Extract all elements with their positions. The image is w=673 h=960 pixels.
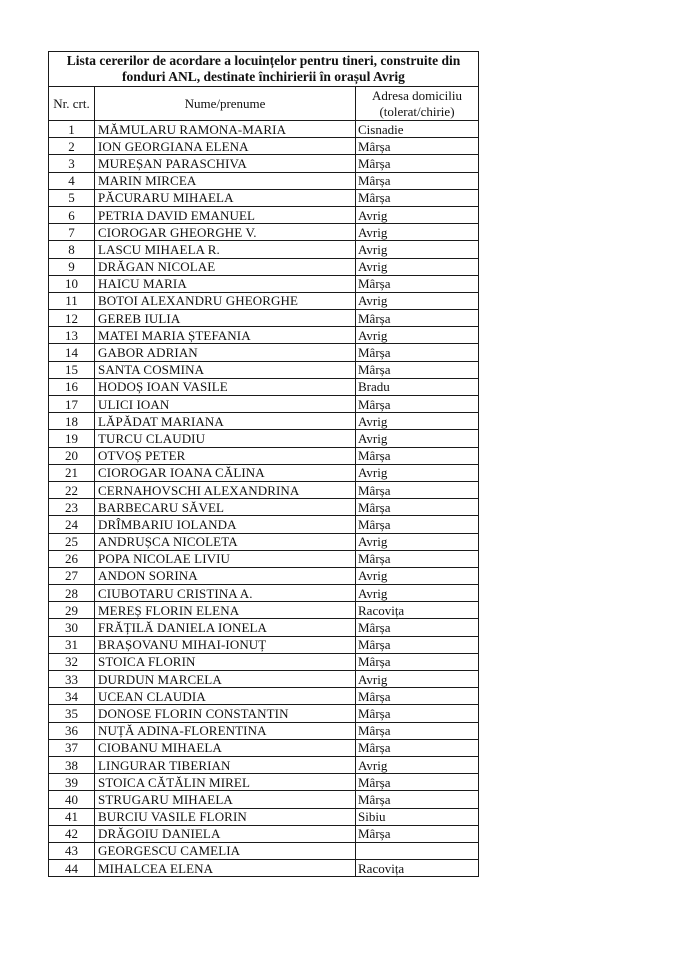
row-number: 15 (49, 361, 95, 378)
row-name: MUREȘAN PARASCHIVA (95, 155, 356, 172)
row-name: CIOBANU MIHAELA (95, 739, 356, 756)
table-row (49, 172, 479, 189)
table-row (49, 275, 479, 292)
row-number: 29 (49, 602, 95, 619)
row-number: 35 (49, 705, 95, 722)
row-number: 26 (49, 550, 95, 567)
row-address: Mârșa (356, 172, 479, 189)
row-address: Mârșa (356, 739, 479, 756)
row-name: GABOR ADRIAN (95, 344, 356, 361)
header-address (356, 87, 479, 121)
row-name: CIOROGAR IOANA CĂLINA (95, 464, 356, 481)
table-row (49, 224, 479, 241)
row-number: 22 (49, 481, 95, 498)
table-row (49, 344, 479, 361)
row-name: STRUGARU MIHAELA (95, 791, 356, 808)
row-number: 13 (49, 327, 95, 344)
row-name: BURCIU VASILE FLORIN (95, 808, 356, 825)
table-row (49, 550, 479, 567)
table-row (49, 327, 479, 344)
row-name: PETRIA DAVID EMANUEL (95, 206, 356, 223)
row-name: STOICA FLORIN (95, 653, 356, 670)
row-address: Mârșa (356, 722, 479, 739)
header-address-line-1: Adresa domiciliu (372, 87, 462, 103)
row-number: 34 (49, 688, 95, 705)
row-name: CERNAHOVSCHI ALEXANDRINA (95, 481, 356, 498)
row-name: BRAȘOVANU MIHAI-IONUȚ (95, 636, 356, 653)
table-row (49, 671, 479, 688)
row-name: MATEI MARIA ȘTEFANIA (95, 327, 356, 344)
row-name: ANDON SORINA (95, 567, 356, 584)
table-row (49, 206, 479, 223)
row-address: Mârșa (356, 636, 479, 653)
row-address: Mârșa (356, 447, 479, 464)
row-number: 3 (49, 155, 95, 172)
row-address: Avrig (356, 241, 479, 258)
row-name: DRĂGOIU DANIELA (95, 825, 356, 842)
row-address: Avrig (356, 206, 479, 223)
row-number: 6 (49, 206, 95, 223)
row-name: GEREB IULIA (95, 310, 356, 327)
table-row (49, 705, 479, 722)
row-number: 1 (49, 121, 95, 138)
row-name: PĂCURARU MIHAELA (95, 189, 356, 206)
header-nr: Nr. crt. (49, 87, 95, 121)
row-address: Avrig (356, 430, 479, 447)
row-number: 44 (49, 860, 95, 877)
table-title (49, 52, 479, 87)
header-name: Nume/prenume (95, 87, 356, 121)
table-row (49, 430, 479, 447)
row-number: 27 (49, 567, 95, 584)
table-row (49, 258, 479, 275)
row-address: Bradu (356, 378, 479, 395)
table-row (49, 516, 479, 533)
table-row (49, 774, 479, 791)
row-number: 41 (49, 808, 95, 825)
row-number: 14 (49, 344, 95, 361)
table-row (49, 499, 479, 516)
table-row (49, 481, 479, 498)
row-number: 7 (49, 224, 95, 241)
row-name: DRĂGAN NICOLAE (95, 258, 356, 275)
title-line-1: Lista cererilor de acordare a locuințelor pentru tineri, construite din (66, 53, 461, 68)
row-address: Avrig (356, 464, 479, 481)
row-name: FRĂȚILĂ DANIELA IONELA (95, 619, 356, 636)
table-row (49, 602, 479, 619)
row-address: Cisnadie (356, 121, 479, 138)
row-number: 23 (49, 499, 95, 516)
row-number: 31 (49, 636, 95, 653)
row-name: GEORGESCU CAMELIA (95, 842, 356, 859)
row-address: Mârșa (356, 344, 479, 361)
row-address: Mârșa (356, 688, 479, 705)
row-number: 5 (49, 189, 95, 206)
row-name: ULICI IOAN (95, 396, 356, 413)
row-name: DONOSE FLORIN CONSTANTIN (95, 705, 356, 722)
row-name: MIHALCEA ELENA (95, 860, 356, 877)
table-row (49, 585, 479, 602)
row-name: CIUBOTARU CRISTINA A. (95, 585, 356, 602)
table-row (49, 396, 479, 413)
table-row (49, 860, 479, 877)
table-row (49, 378, 479, 395)
row-address: Mârșa (356, 396, 479, 413)
row-number: 42 (49, 825, 95, 842)
table-row (49, 464, 479, 481)
row-address (356, 842, 479, 859)
table-row (49, 619, 479, 636)
row-name: UCEAN CLAUDIA (95, 688, 356, 705)
row-number: 32 (49, 653, 95, 670)
table-row (49, 121, 479, 138)
row-name: BARBECARU SĂVEL (95, 499, 356, 516)
row-address: Avrig (356, 292, 479, 309)
row-number: 28 (49, 585, 95, 602)
row-address: Sibiu (356, 808, 479, 825)
row-address: Mârșa (356, 189, 479, 206)
table-row (49, 361, 479, 378)
row-name: DURDUN MARCELA (95, 671, 356, 688)
row-address: Mârșa (356, 499, 479, 516)
table-row (49, 138, 479, 155)
table-row (49, 292, 479, 309)
row-address: Avrig (356, 567, 479, 584)
row-address: Mârșa (356, 705, 479, 722)
row-name: ANDRUȘCA NICOLETA (95, 533, 356, 550)
row-address: Avrig (356, 413, 479, 430)
row-name: LASCU MIHAELA R. (95, 241, 356, 258)
row-address: Mârșa (356, 155, 479, 172)
row-address: Avrig (356, 224, 479, 241)
table-row (49, 189, 479, 206)
row-address: Avrig (356, 258, 479, 275)
row-name: MEREȘ FLORIN ELENA (95, 602, 356, 619)
row-name: DRÎMBARIU IOLANDA (95, 516, 356, 533)
title-line-2: fonduri ANL, destinate închirierii în orașul Avrig (122, 69, 405, 84)
row-address: Mârșa (356, 310, 479, 327)
row-number: 30 (49, 619, 95, 636)
row-name: HAICU MARIA (95, 275, 356, 292)
row-number: 9 (49, 258, 95, 275)
table-row (49, 688, 479, 705)
table-row (49, 241, 479, 258)
table-row (49, 825, 479, 842)
table-row (49, 653, 479, 670)
table-row (49, 791, 479, 808)
table-row (49, 756, 479, 773)
table-row (49, 808, 479, 825)
row-name: ION GEORGIANA ELENA (95, 138, 356, 155)
row-name: LĂPĂDAT MARIANA (95, 413, 356, 430)
row-number: 25 (49, 533, 95, 550)
row-address: Mârșa (356, 361, 479, 378)
row-address: Racovița (356, 860, 479, 877)
row-number: 19 (49, 430, 95, 447)
row-number: 20 (49, 447, 95, 464)
row-number: 36 (49, 722, 95, 739)
row-number: 11 (49, 292, 95, 309)
row-address: Mârșa (356, 774, 479, 791)
row-name: LINGURAR TIBERIAN (95, 756, 356, 773)
row-number: 12 (49, 310, 95, 327)
row-name: OTVOȘ PETER (95, 447, 356, 464)
header-address-line-2: (tolerat/chirie) (379, 103, 455, 119)
row-address: Mârșa (356, 138, 479, 155)
table-row (49, 155, 479, 172)
row-address: Mârșa (356, 791, 479, 808)
row-name: TURCU CLAUDIU (95, 430, 356, 447)
row-name: MĂMULARU RAMONA-MARIA (95, 121, 356, 138)
table-row (49, 567, 479, 584)
row-number: 17 (49, 396, 95, 413)
table-body (49, 121, 479, 877)
row-name: SANTA COSMINA (95, 361, 356, 378)
row-name: NUȚĂ ADINA-FLORENTINA (95, 722, 356, 739)
row-number: 16 (49, 378, 95, 395)
row-number: 21 (49, 464, 95, 481)
row-number: 38 (49, 756, 95, 773)
row-number: 8 (49, 241, 95, 258)
row-number: 4 (49, 172, 95, 189)
table-row (49, 722, 479, 739)
row-name: BOTOI ALEXANDRU GHEORGHE (95, 292, 356, 309)
applicants-table (48, 51, 479, 877)
row-number: 10 (49, 275, 95, 292)
row-address: Mârșa (356, 653, 479, 670)
table-row (49, 310, 479, 327)
row-address: Mârșa (356, 275, 479, 292)
table-row (49, 842, 479, 859)
row-name: MARIN MIRCEA (95, 172, 356, 189)
row-name: STOICA CĂTĂLIN MIREL (95, 774, 356, 791)
row-name: HODOȘ IOAN VASILE (95, 378, 356, 395)
row-address: Avrig (356, 756, 479, 773)
row-number: 39 (49, 774, 95, 791)
row-number: 18 (49, 413, 95, 430)
row-number: 37 (49, 739, 95, 756)
row-number: 2 (49, 138, 95, 155)
table-row (49, 533, 479, 550)
row-address: Mârșa (356, 516, 479, 533)
row-address: Avrig (356, 327, 479, 344)
table-row (49, 413, 479, 430)
row-address: Avrig (356, 533, 479, 550)
row-address: Avrig (356, 585, 479, 602)
row-number: 40 (49, 791, 95, 808)
table-row (49, 636, 479, 653)
row-address: Mârșa (356, 550, 479, 567)
table-row (49, 447, 479, 464)
row-number: 24 (49, 516, 95, 533)
row-name: POPA NICOLAE LIVIU (95, 550, 356, 567)
row-address: Mârșa (356, 481, 479, 498)
row-name: CIOROGAR GHEORGHE V. (95, 224, 356, 241)
row-number: 33 (49, 671, 95, 688)
row-number: 43 (49, 842, 95, 859)
row-address: Avrig (356, 671, 479, 688)
table-row (49, 739, 479, 756)
row-address: Mârșa (356, 825, 479, 842)
row-address: Racovița (356, 602, 479, 619)
row-address: Mârșa (356, 619, 479, 636)
